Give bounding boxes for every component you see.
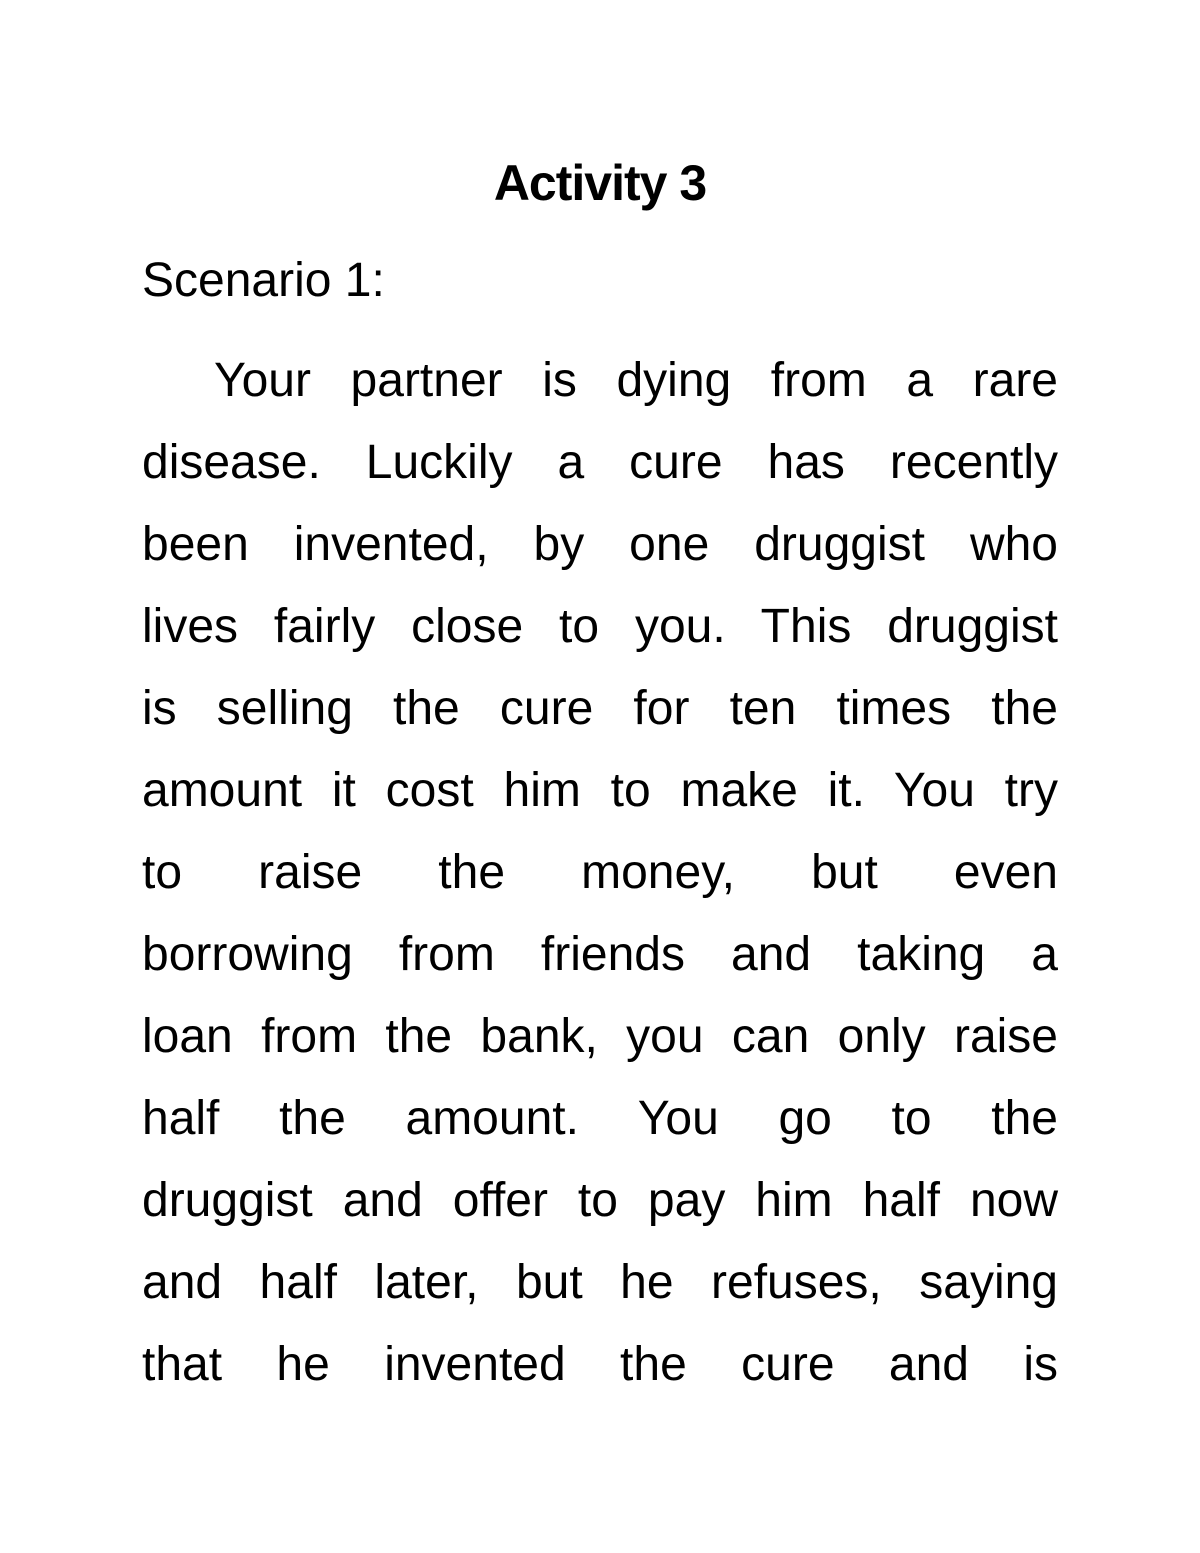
paragraph-line: loan from the bank, you can only raise: [142, 1010, 1058, 1063]
paragraph-line: to raise the money, but even: [142, 846, 1058, 899]
paragraph-line: Your partner is dying from a rare: [214, 354, 1058, 407]
paragraph-line: is selling the cure for ten times the: [142, 682, 1058, 735]
scenario-paragraph: [142, 340, 1058, 1406]
paragraph-line: half the amount. You go to the: [142, 1092, 1058, 1145]
paragraph-line: disease. Luckily a cure has recently: [142, 436, 1058, 489]
paragraph-line: borrowing from friends and taking a: [142, 928, 1058, 981]
document-title: Activity 3: [493, 155, 707, 211]
paragraph-line: been invented, by one druggist who: [142, 518, 1058, 571]
paragraph-line: amount it cost him to make it. You try: [142, 764, 1058, 817]
scenario-heading: Scenario 1:: [142, 254, 385, 307]
paragraph-line: lives fairly close to you. This druggist: [142, 600, 1058, 653]
paragraph-line: druggist and offer to pay him half now: [142, 1174, 1058, 1227]
paragraph-line: and half later, but he refuses, saying: [142, 1256, 1058, 1309]
paragraph-line: that he invented the cure and is: [142, 1338, 1058, 1391]
